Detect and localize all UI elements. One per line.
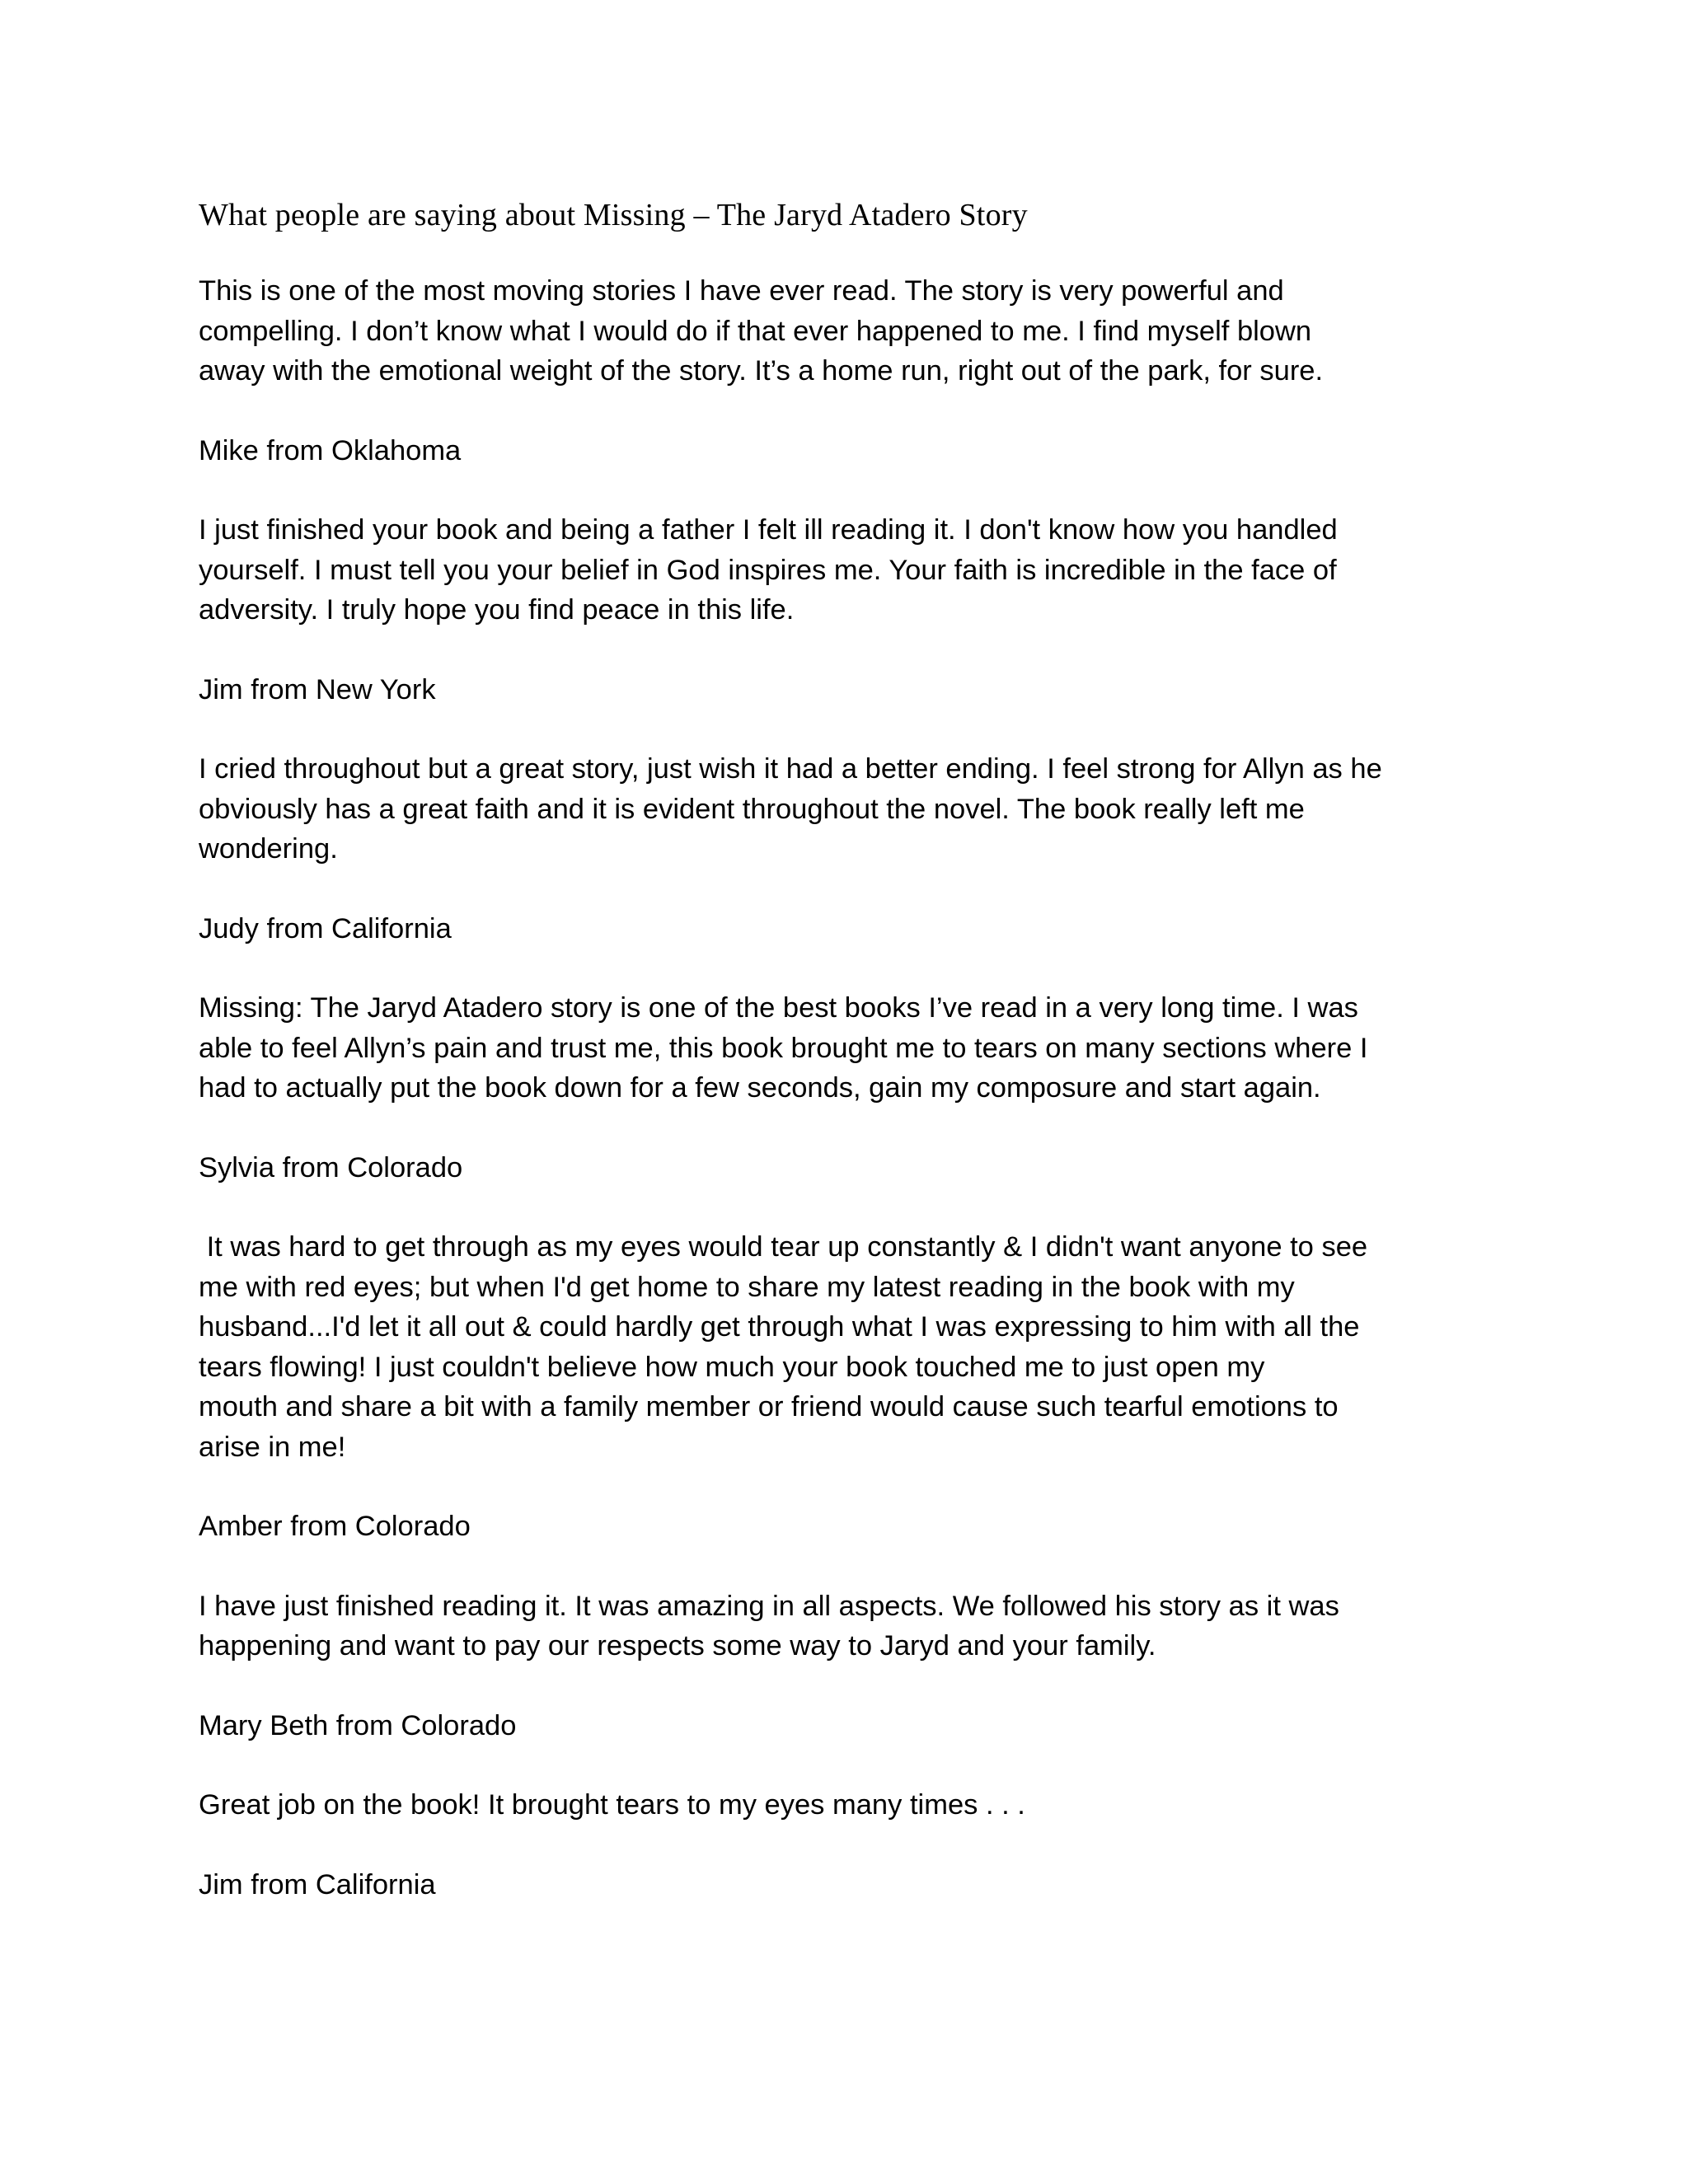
quote-line: away with the emotional weight of the story. It’s a home run, right out of the park, for sure. — [199, 355, 1324, 387]
quote-line: This is one of the most moving stories I have ever read. The story is very powerful and — [199, 275, 1284, 307]
quote-line: compelling. I don’t know what I would do if that ever happened to me. I find myself blown — [199, 315, 1312, 347]
testimonial-quote — [199, 271, 1493, 391]
quote-line: Missing: The Jaryd Atadero story is one of the best books I’ve read in a very long time. I was — [199, 992, 1358, 1024]
quote-line: arise in me! — [199, 1431, 346, 1463]
testimonial-quote — [199, 1227, 1493, 1467]
testimonial-quote — [199, 510, 1493, 630]
quote-line: obviously has a great faith and it is evident throughout the novel. The book really left me — [199, 793, 1305, 825]
quote-line: able to feel Allyn’s pain and trust me, this book brought me to tears on many sections where I — [199, 1032, 1368, 1064]
quote-line: husband...I'd let it all out & could hardly get through what I was expressing to him with all the — [199, 1311, 1360, 1343]
document-content — [199, 194, 1493, 1944]
testimonial-quote — [199, 1785, 1493, 1825]
quote-line: I have just finished reading it. It was amazing in all aspects. We followed his story as it was — [199, 1590, 1339, 1622]
quote-line: tears flowing! I just couldn't believe how much your book touched me to just open my — [199, 1351, 1265, 1383]
testimonial-attribution: Jim from California — [199, 1868, 436, 1900]
testimonial-quote — [199, 1586, 1493, 1666]
document-title: What people are saying about Missing – The Jaryd Atadero Story — [199, 198, 1028, 232]
testimonial-attribution: Sylvia from Colorado — [199, 1151, 463, 1183]
quote-line: wondering. — [199, 833, 338, 865]
quote-line: I just finished your book and being a father I felt ill reading it. I don't know how you handled — [199, 514, 1338, 546]
testimonial-attribution: Amber from Colorado — [199, 1511, 471, 1542]
testimonial-attribution: Jim from New York — [199, 673, 436, 705]
testimonial-quote — [199, 988, 1493, 1108]
quote-line: happening and want to pay our respects some way to Jaryd and your family. — [199, 1630, 1156, 1661]
testimonial-attribution: Mike from Oklahoma — [199, 434, 462, 466]
quote-line: I cried throughout but a great story, just wish it had a better ending. I feel strong for Allyn as he — [199, 753, 1382, 785]
quote-line: adversity. I truly hope you find peace in this life. — [199, 594, 795, 626]
quote-line: It was hard to get through as my eyes would tear up constantly & I didn't want anyone to see — [199, 1231, 1368, 1263]
quote-line: mouth and share a bit with a family member or friend would cause such tearful emotions to — [199, 1391, 1339, 1422]
testimonial-quote — [199, 749, 1493, 869]
testimonial-attribution: Judy from California — [199, 912, 452, 944]
quote-line: yourself. I must tell you your belief in God inspires me. Your faith is incredible in the face of — [199, 554, 1337, 586]
quote-line: Great job on the book! It brought tears to my eyes many times . . . — [199, 1789, 1025, 1821]
quote-line: had to actually put the book down for a few seconds, gain my composure and start again. — [199, 1072, 1321, 1104]
testimonial-attribution: Mary Beth from Colorado — [199, 1709, 517, 1741]
quote-line: me with red eyes; but when I'd get home to share my latest reading in the book with my — [199, 1271, 1295, 1303]
